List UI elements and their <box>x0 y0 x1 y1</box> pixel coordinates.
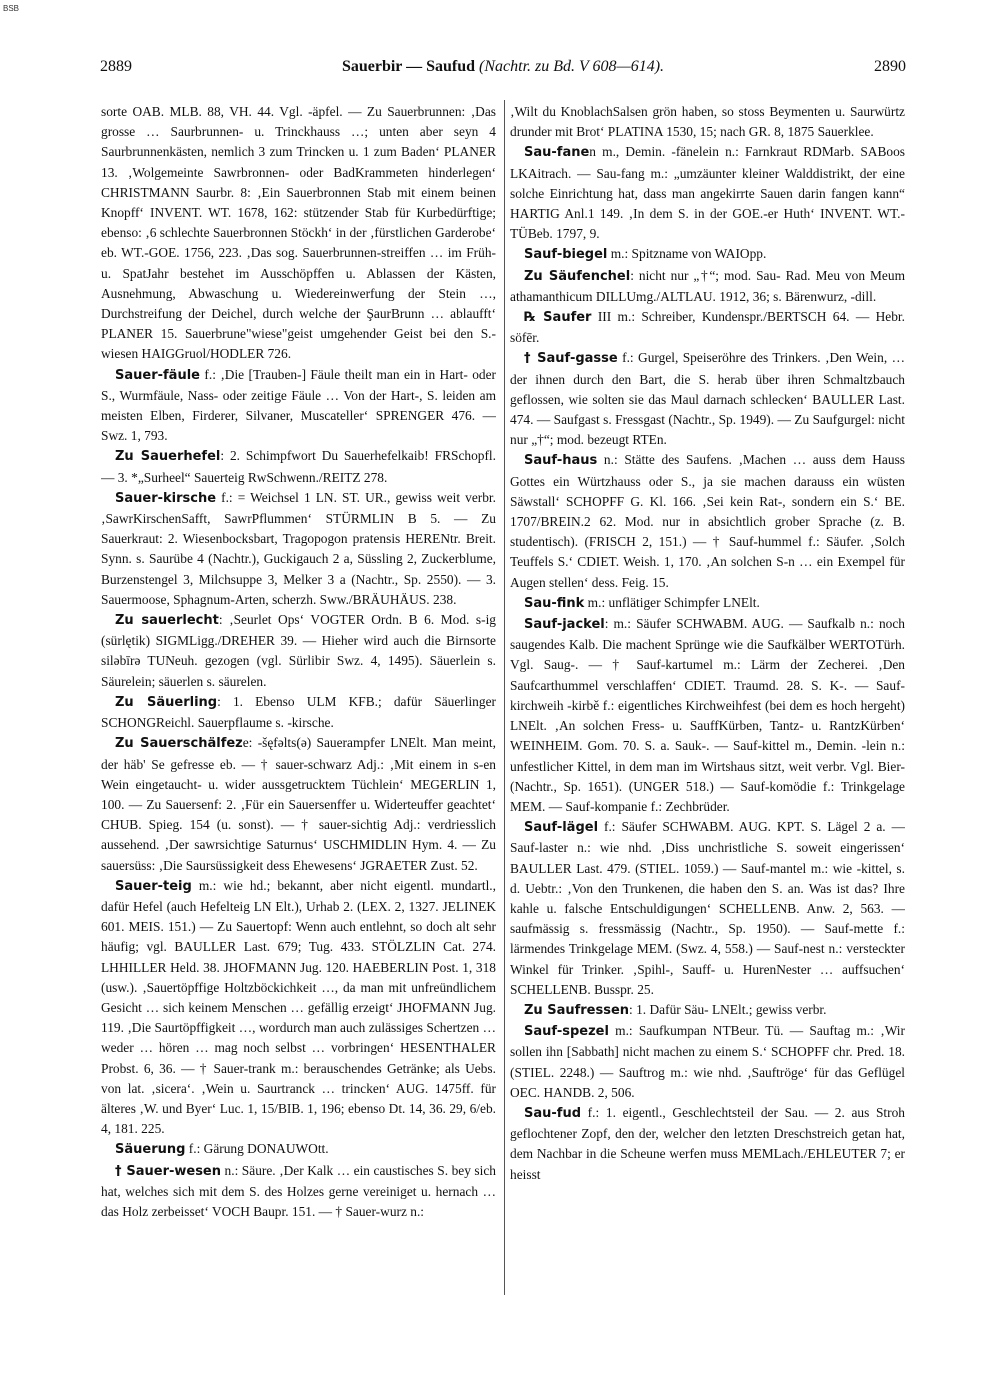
entry-text: m.: unflätiger Schimpfer LNElt. <box>584 594 760 610</box>
entry-lemma: Sauf-biegel <box>524 247 608 263</box>
entry-text: sorte OAB. MLB. 88, VH. 44. Vgl. -äpfel. — Zu Sauerbrunnen: ‚Das grosse … Saurbrunnen- u. Trinckhauss …; unten aber seyn 4 Saurbrunnenkästen, nemlich 3 zum Trincken u. 1 zum Baden‘ PLANER 13. ‚Wolgemeinte Sawrbronnen- oder BadKrammeten hinderlegen‘ CHRISTMANN Saurbr. 8: ‚Ein Sauerbronnen Stab mit einem beinen Knopff‘ INVENT. WT. 1678, 162: stützender Stab für Kurbedürftige; ebenso: ‚6 schlechte Sauerbronnen Stöckh‘ in der ‚fürstlichen Garderobe‘ eb. WT.-GOE. 1756, 223. ‚Das sog. Sauerbrunnen-streiffen … im Früh- u. SpatJahr bestehet im Ausschöpffen u. Ablassen der Kästen, Ausnehmung, Abwaschung u. Wiedereinwerfung der Stein …, Durchstreifung der Deichel, durch welche der ŞaurBrunn … ablaufft‘ PLANER 15. Sauerbrune"wiese"geist umgehender Geist bei den S.-wiesen HAIGGruol/HODLER 726. <box>101 104 496 362</box>
dictionary-entry <box>101 365 496 447</box>
page-number-right: 2890 <box>874 58 906 75</box>
dictionary-entry <box>101 446 496 487</box>
dictionary-entry <box>510 1103 905 1185</box>
entry-lemma: Zu Säufenchel <box>524 268 631 284</box>
entry-text: ‚Wilt du KnoblachSalsen grön haben, so stoss Beymenten u. Saurwürtz drunder mit Brot‘ PLATINA 1530, 15; nach GR. 8, 1875 Sauerklee. <box>510 104 905 140</box>
entry-lemma: Sau-fud <box>524 1105 582 1121</box>
entry-text: : 1. Ebenso ULM KFB.; dafür Säuerlinger SCHONGReichl. Sauerpflaume s. -kirsche. <box>101 693 496 731</box>
running-head <box>100 58 906 82</box>
entry-text: n m., Demin. -fänelein n.: Farnkraut RDMarb. SABoos LKAitrach. — Sau-fang m.: „umzäunter kleiner Walddistrikt, der eine solche Einrichtung hat, dass man angekirrte Sauen darin fangen kann“ HARTIG Anl.1 149. ‚In dem S. in der GOE.-er Huth‘ INVENT. WT.-TÜBeb. 1797, 9. <box>510 144 905 242</box>
entry-lemma: Sauf-lägel <box>524 820 599 836</box>
dictionary-entry <box>101 1139 496 1160</box>
entry-text: f.: Gurgel, Speiseröhre des Trinkers. ‚Den Wein, … der ihnen durch den Bart, die S. herab über ihren Schmaltzbauch geflossen, wie solten sie das Maul darnach schlecken‘ BAULLER Last. 474. — Saufgast s. Fressgast (Nachtr., Sp. 1949). — Zu Saufgurgel: nicht nur „†“; mod. bezeugt RTEn. <box>510 350 905 448</box>
entry-text: f.: ‚Die [Trauben-] Fäule theilt man ein in Hart- oder S., Wurmfäule, Nass- oder zeitige Fäule … Von der Hart-, S. leiden am meisten Elben, Firderer, Silvaner, Muscateller‘ SPRENGER 476. — Swz. 1, 793. <box>101 366 496 444</box>
entry-text: : ‚Seurlet Ops‘ VOGTER Ordn. B 6. Mod. s-ig (sürlętik) SIGMLigg./DREHER 39. — Hieher wird auch die Birnsorte silǝbīrǝ TUNeuh. gezogen (vgl. Sürlibir Swz. 4, 1495). Säuerlein s. Säurelein; säuerlen s. säurelen. <box>101 612 496 689</box>
entry-lemma: Säuerung <box>115 1142 186 1158</box>
entry-text: : 1. Dafür Säu- LNElt.; gewiss verbr. <box>629 1001 827 1017</box>
dictionary-entry <box>101 610 496 692</box>
entry-text: : nicht nur „†“; mod. Sau- Rad. Meu von Meum athamanthicum DILLUmg./ALTLAU. 1912, 36; s. Bärenwurz, -dill. <box>510 267 905 304</box>
entry-text: f.: Säufer SCHWABM. AUG. KPT. S. Lägel 2 a. — Sauf-laster n.: wie nhd. ‚Diss unchristliche S. soweit eingerissen‘ BAULLER Last. 479. (STIEL. 1059.) — Sauf-mantel m.: wie -kittel, s. d. Uebtr.: ‚Von den Trunkenen, die haben den S. an. Was ist das? Ihre kahle u. falsche Entschuldigungen‘ SCHELLENB. Anw. 2, 563. — saufmässig s. fressmässig (Nachtr., Sp. 1950). — Sauf-mette f.: lärmendes Trinkgelage MEM. (Swz. 4, 558.) — Sauf-nest n.: versteckter Winkel für Trinker. ‚Spihl-, Sauff- u. HurenNester … auffsuchen‘ SCHELLENB. Busspr. 25. <box>510 819 905 997</box>
entry-lemma: Sau-fink <box>524 595 585 611</box>
dictionary-entry <box>101 102 496 365</box>
dictionary-entry <box>510 817 905 1000</box>
right-column <box>510 102 905 1292</box>
column-divider <box>504 100 505 1295</box>
entry-text: : m.: Säufer SCHWABM. AUG. — Saufkalb n.: noch saugendes Kalb. Die machent Sprünge wie die Saufkälber WERTOTürh. Vgl. Saug-. — † Sauf-kartumel m.: Lärm der Zecherei. ‚Den Saufcarthummel verschlaffen‘ CDIET. Traumd. 28. S. K-. — Sauf-kirchweih -kirbě f.: eigentliches Kirchweihfest (bei dem es hoch hergeht) LNElt. ‚An solchen Fress- u. SauffKürben, Tantz- u. RantzKürben‘ WEINHEIM. Gom. 70. S. a. Sauk-. — Sauf-kittel m., Demin. -lein n.: unfestlicher Kittel, in dem man im Wirtshaus sitzt, weit verbr. Vgl. Bier- (Nachtr., Sp. 1651). (UNGER 518.) — Sauf-komödie f.: Trinkgelage MEM. — Sauf-kompanie f.: Zechbrüder. <box>510 616 905 814</box>
entry-text: III m.: Schreiber, Kundenspr./BERTSCH 64. — Hebr. söfēr. <box>510 309 905 346</box>
entry-lemma: ℞ Saufer <box>524 310 592 326</box>
dictionary-entry <box>510 593 905 614</box>
dictionary-entry <box>510 102 905 142</box>
dictionary-entry <box>510 614 905 817</box>
entry-text: e: -šęfǝlts(ǝ) Sauerampfer LNElt. Man meint, der häb' Se gefresse eb. — † sauer-schwarz Adj.: ‚Mit einem in s-en Wein eingetaucht- u. wider aussgetrucktem Tüchlein‘ MEGERLIN 1, 100. — Zu Sauersenf: 2. ‚Für ein Sauersenffer u. Widerteuffer geachtet‘ CHUB. Spieg. 154 (u. sonst). — † sauer-sichtig Adj.: verdriesslich aussehend. ‚Der sawrsichtige Saturnus‘ USCHMIDLIN Hym. 4. — Zu sauersüss: ‚Die Saursüssigkeit dess Ehewesens‘ JGRAETER Zust. 52. <box>101 735 496 873</box>
dictionary-entry <box>510 348 905 450</box>
dictionary-entry <box>101 876 496 1140</box>
entry-text: m.: wie hd.; bekannt, aber nicht eigentl. mundartl., dafür Hefel (auch Hefelteig LN Elt.), Urhab 2. (LEX. 2, 1327. JELINEK 601. MEIS. 151.) — Zu Sauertopf: Wenn auch entlehnt, so doch alt sehr häufig; vgl. BAULLER Last. 679; Tug. 433. STÖLZLIN Cat. 274. LHHILLER Held. 38. JHOFMANN Jug. 120. HAEBERLIN Post. 1, 318 (usw.). ‚Sauertöpffige Holtzböckichkeit …, da man mit unfreündlichem Gesicht … sich keinem Menschen … gefällig erzeigt‘ JHOFMANN Jug. 119. ‚Die Saurtöpffigkeit …, wordurch man auch zulässiges Schertzen … weder … hören … mag noch selbst … vorbringen‘ HESENTHALER Probst. 6, 36. — † Sauer-trank m.: berauschendes Getränke; als Uebs. von lat. ‚sicera‘. ‚Wein u. Saurtranck … trincken‘ AUG. 1475ff. für älteres ‚W. und Byer‘ Luc. 1, 15/BIB. 1, 196; ebenso Dt. 14, 36. 29, 6/eb. 4, 181. 225. <box>101 877 496 1137</box>
entry-text: f.: Gärung DONAUWOtt. <box>185 1141 329 1157</box>
entry-lemma: † Sauf-gasse <box>524 351 618 367</box>
entry-lemma: Zu Sauerhefel <box>115 449 221 465</box>
dictionary-entry <box>510 1000 905 1021</box>
entry-text: n.: Stätte des Saufens. ‚Machen … auss dem Hauss Gottes ein Würtzhauss oder S., ja sie machen darauss ein wüsten Säwstall‘ SCHOPFF G. Kl. 166. ‚Sei kein Rat-, sondern ein S.‘ BE. 1707/BREIN.2 62. Mod. nur in absichtlich grober Sprache (z. B. studentisch). (FRISCH 2, 151.) — † Sauf-hummel f.: Säufer. ‚Solch Teuffels S.‘ CDIET. Weish. 1, 170. ‚An solchen S-n … ein Exempel für Augen stellen‘ dess. Feig. 15. <box>510 452 905 590</box>
dictionary-entry <box>101 1161 496 1223</box>
entry-lemma: † Sauer-wesen <box>115 1163 222 1179</box>
entry-lemma: Sauf-jackel <box>524 617 605 633</box>
library-watermark: BSB <box>3 4 20 13</box>
dictionary-entry <box>101 488 496 610</box>
entry-lemma: Sauf-haus <box>524 453 598 469</box>
entry-text: f.: = Weichsel 1 LN. ST. UR., gewiss weit verbr. ‚SawrKirschenSafft, SawrPflummen‘ STÜRMLIN B 5. — Zu Sauerkraut: 2. Wiesenbocksbart, Tragopogon pratensis HERENtr. Breit. Synn. s. Saurübe 4 (Nachtr.), Guckigauch 2 a, Süssling 2, Zuckerblume, Burzenstengel 3, Milchsuppe 3, Melker 3 a (Nachtr., Sp. 2550). — 3. Sauermoose, Sphagnum-Arten, scherzh. Sww./BRÄUHÄUS. 238. <box>101 489 496 607</box>
entry-lemma: Zu sauerlecht <box>115 613 219 629</box>
entry-lemma: Sauer-kirsche <box>115 490 217 506</box>
left-column <box>101 102 496 1292</box>
dictionary-entry <box>510 450 905 592</box>
dictionary-entry <box>510 1021 905 1103</box>
entry-lemma: Zu Säuerling <box>115 694 218 710</box>
entry-lemma: Sauf-spezel <box>524 1024 609 1040</box>
supplement-reference: (Nachtr. zu Bd. V 608—614). <box>479 58 665 75</box>
entry-lemma: Zu Saufressen <box>524 1002 630 1018</box>
headword-range-words: Sauerbir — Saufud <box>341 58 476 75</box>
dictionary-entry <box>510 307 905 348</box>
page-number-left: 2889 <box>100 58 132 75</box>
entry-lemma: Sauer-teig <box>115 878 192 894</box>
dictionary-entry <box>101 733 496 875</box>
dictionary-entry <box>101 692 496 733</box>
entry-text: m.: Spitzname von WAIOpp. <box>607 246 767 262</box>
dictionary-entry <box>510 266 905 307</box>
entry-lemma: Sauer-fäule <box>115 367 200 383</box>
headword-range <box>100 58 906 76</box>
entry-lemma: Zu Sauerschälfez <box>115 736 243 752</box>
entry-text: f.: 1. eigentl., Geschlechtsteil der Sau. — 2. aus Stroh geflochtener Zopf, den der, welcher den letzten Dreschstreich getan hat, dem Nachbar in die Scheune werfen muss MEMLach./EHLEUTER 7; er heisst <box>510 1104 905 1182</box>
entry-text: n.: Säure. ‚Der Kalk … ein caustisches S. bey sich hat, welches sich mit dem S. des Holzes gerne vereiniget u. hernach … das Holz zerbeisset‘ VOCH Baupr. 151. — † Sauer-wurz n.: <box>101 1162 496 1219</box>
entry-text: m.: Saufkumpan NTBeur. Tü. — Sauftag m.: ‚Wir sollen ihn [Sabbath] nicht machen zu einem S.‘ SCHOPFF chr. Pred. 18. (STIEL. 2248.) — Sauftrog m.: wie nhd. ‚Sauftröge‘ für das Geflügel OEC. HANDB. 2, 506. <box>510 1023 905 1100</box>
dictionary-entry <box>510 244 905 265</box>
entry-lemma: Sau-fane <box>524 145 590 161</box>
entry-text: : 2. Schimpfwort Du Sauerhefelkaib! FRSchopfl. — 3. *„Surheel“ Sauerteig RwSchwenn./REITZ 278. <box>101 448 496 485</box>
dictionary-entry <box>510 142 905 244</box>
